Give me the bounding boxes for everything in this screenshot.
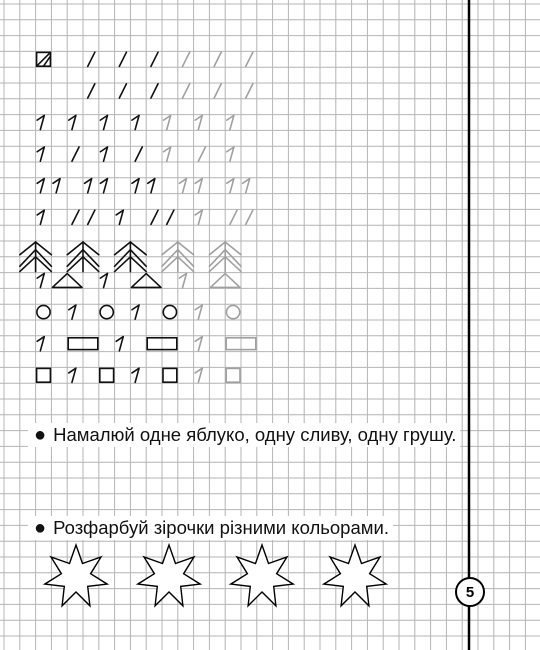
slanted-line — [151, 210, 158, 224]
slanted-line — [183, 52, 190, 66]
slanted-line — [214, 84, 221, 98]
slanted-line — [230, 210, 237, 224]
digit-one-stroke — [195, 305, 202, 319]
square-shape — [226, 368, 240, 382]
digit-one-stroke — [100, 147, 107, 161]
digit-one-stroke — [164, 147, 171, 161]
star-outline — [231, 545, 293, 606]
digit-one-stroke — [53, 179, 60, 193]
digit-one-stroke — [69, 305, 76, 319]
digit-one-stroke — [85, 179, 92, 193]
slanted-line — [246, 52, 253, 66]
digit-one-stroke — [227, 115, 234, 129]
digit-one-stroke — [195, 179, 202, 193]
slanted-line — [72, 210, 79, 224]
bullet-icon: ● — [34, 517, 47, 539]
square-shape — [100, 368, 114, 382]
slanted-line — [135, 147, 142, 161]
slanted-line — [198, 147, 205, 161]
digit-one-stroke — [227, 147, 234, 161]
digit-one-stroke — [132, 368, 139, 382]
instruction-color-stars — [28, 516, 393, 540]
digit-one-stroke — [100, 115, 107, 129]
slanted-line — [214, 52, 221, 66]
slanted-line — [151, 84, 158, 98]
digit-one-stroke — [37, 115, 44, 129]
star-outline — [324, 545, 386, 606]
digit-one-stroke — [148, 179, 155, 193]
digit-one-stroke — [37, 179, 44, 193]
digit-one-stroke — [164, 115, 171, 129]
digit-one-stroke — [195, 115, 202, 129]
slanted-line — [72, 147, 79, 161]
slanted-line — [88, 210, 95, 224]
digit-one-stroke — [37, 210, 44, 224]
slanted-line — [167, 210, 174, 224]
star-outline — [45, 545, 107, 606]
instruction-text: Намалюй одне яблуко, одну сливу, одну грушу. — [53, 424, 457, 445]
slanted-line — [246, 210, 253, 224]
digit-one-stroke — [116, 210, 123, 224]
digit-one-stroke — [100, 273, 107, 287]
digit-one-stroke — [37, 337, 44, 351]
square-shape — [163, 368, 177, 382]
digit-one-stroke — [179, 273, 186, 287]
bullet-icon: ● — [34, 424, 47, 446]
digit-one-stroke — [195, 368, 202, 382]
slanted-line — [88, 52, 95, 66]
star-outline — [138, 545, 200, 606]
circle-shape — [163, 305, 176, 318]
digit-one-stroke — [179, 179, 186, 193]
digit-one-stroke — [69, 368, 76, 382]
instruction-draw-fruits — [28, 423, 460, 447]
digit-one-stroke — [195, 210, 202, 224]
digit-one-stroke — [227, 179, 234, 193]
instruction-text: Розфарбуй зірочки різними кольорами. — [53, 517, 389, 538]
page-number: 5 — [455, 577, 485, 607]
slanted-line — [151, 52, 158, 66]
digit-one-stroke — [69, 115, 76, 129]
slanted-line — [119, 52, 126, 66]
digit-one-stroke — [37, 273, 44, 287]
digit-one-stroke — [37, 147, 44, 161]
slanted-line — [183, 84, 190, 98]
digit-one-stroke — [195, 337, 202, 351]
digit-one-stroke — [132, 115, 139, 129]
writing-exercises — [20, 52, 256, 382]
slanted-line — [119, 84, 126, 98]
slanted-line — [88, 84, 95, 98]
circle-shape — [100, 305, 113, 318]
circle-shape — [226, 305, 239, 318]
digit-one-stroke — [132, 305, 139, 319]
square-shape — [37, 368, 51, 382]
digit-one-stroke — [116, 337, 123, 351]
stars-to-color — [45, 545, 386, 606]
digit-one-stroke — [243, 179, 250, 193]
circle-shape — [37, 305, 50, 318]
digit-one-stroke — [100, 179, 107, 193]
slanted-line — [246, 84, 253, 98]
digit-one-stroke — [132, 179, 139, 193]
